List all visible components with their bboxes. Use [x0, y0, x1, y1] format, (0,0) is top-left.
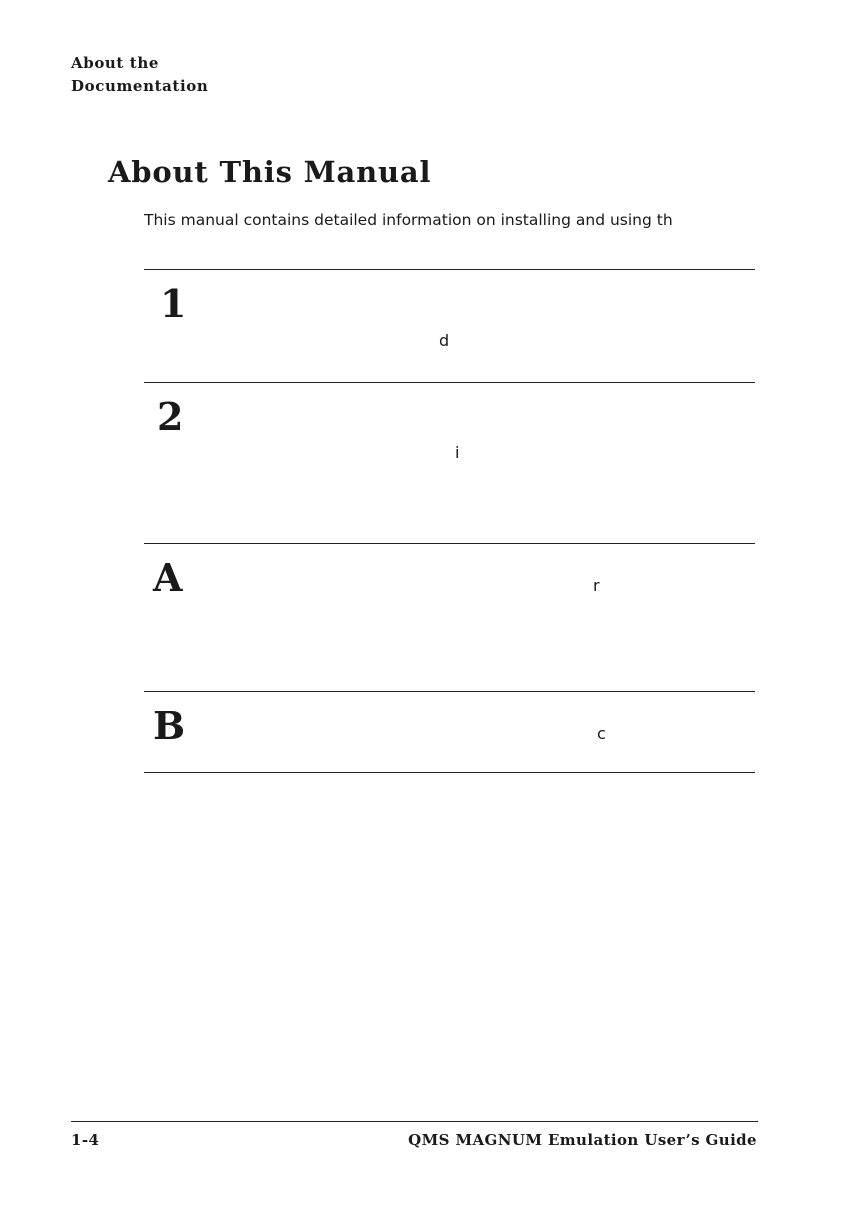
footer-rule — [71, 1121, 758, 1122]
running-head — [71, 52, 208, 98]
chapter-number: B — [153, 703, 186, 748]
intro-paragraph: This manual contains detailed information on installing and using th — [144, 211, 673, 229]
chapter-row-1 — [144, 270, 755, 383]
running-head-line-1: About the — [71, 54, 159, 72]
chapter-row-b — [144, 692, 755, 773]
chapter-number: A — [153, 555, 183, 600]
chapter-overview-table — [144, 269, 755, 773]
section-title: About This Manual — [108, 155, 432, 189]
page-number: 1-4 — [71, 1131, 100, 1149]
footer-title: QMS MAGNUM Emulation User’s Guide — [408, 1131, 757, 1149]
chapter-number: 2 — [157, 394, 184, 439]
chapter-description-fragment: d — [439, 331, 450, 350]
chapter-number: 1 — [160, 281, 187, 326]
running-head-line-2: Documentation — [71, 77, 209, 95]
chapter-row-a — [144, 544, 755, 692]
chapter-description-fragment: c — [597, 724, 606, 743]
chapter-description-fragment: i — [455, 443, 460, 462]
chapter-description-fragment: r — [593, 576, 600, 595]
chapter-row-2 — [144, 383, 755, 544]
